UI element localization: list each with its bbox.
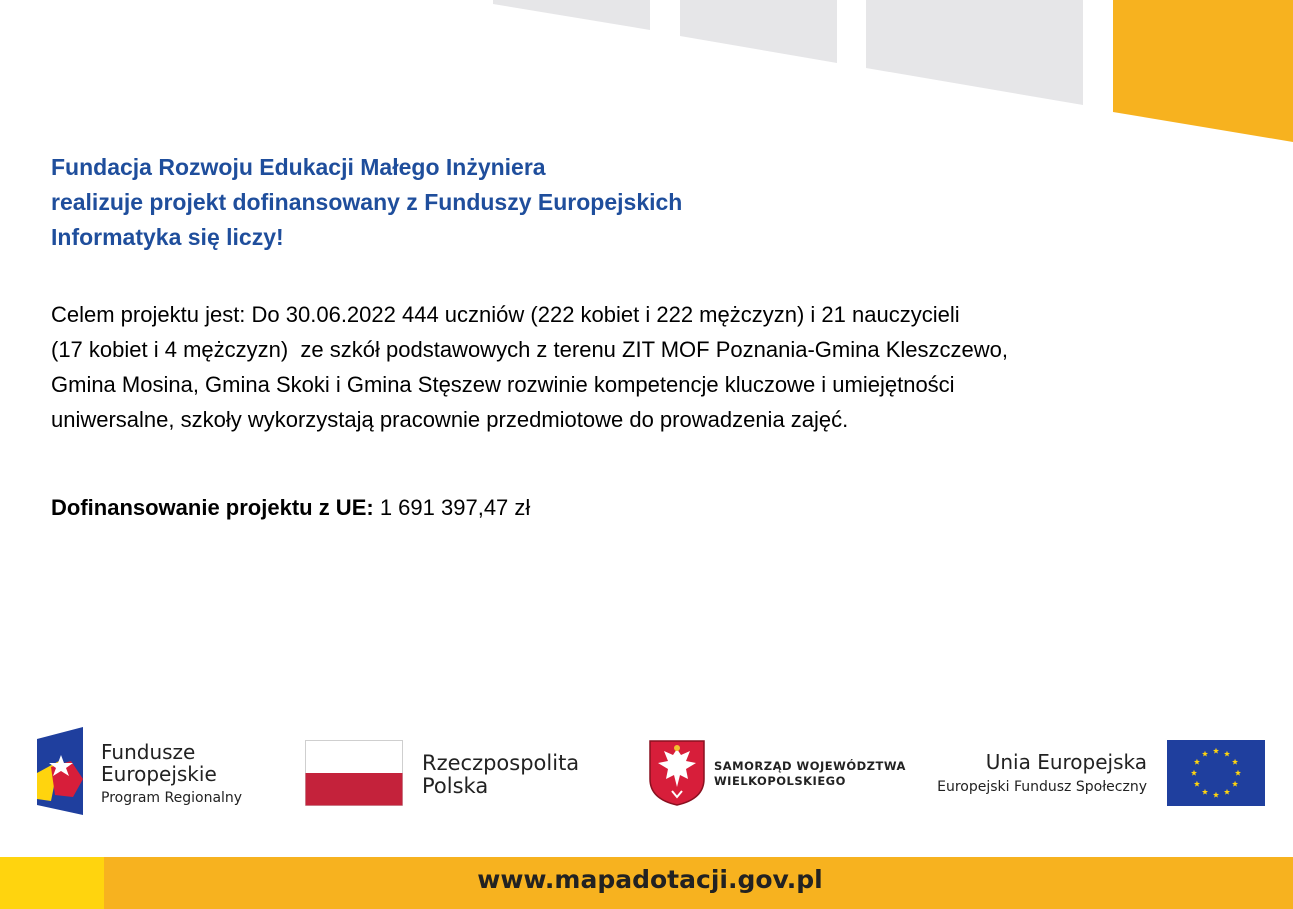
ue-logo-sub: Europejski Fundusz Społeczny	[937, 779, 1147, 795]
ue-logo-title: Unia Europejska	[985, 750, 1147, 774]
footer-url-link[interactable]: www.mapadotacji.gov.pl	[477, 865, 823, 894]
heading-line-title: Informatyka się liczy!	[51, 224, 284, 250]
heading-line-project: realizuje projekt dofinansowany z Funduszy Europejskich	[51, 189, 683, 215]
fe-logo-title	[101, 741, 217, 785]
eagle-coat-of-arms-icon	[648, 739, 706, 807]
fe-line1: Fundusze	[101, 740, 196, 764]
top-decoration	[0, 0, 1293, 150]
rp-line1: Rzeczpospolita	[422, 751, 580, 775]
sw-line2: WIELKOPOLSKIEGO	[714, 774, 846, 788]
heading-line-foundation: Fundacja Rozwoju Edukacji Małego Inżyniera	[51, 154, 546, 180]
sw-line1: SAMORZĄD WOJEWÓDZTWA	[714, 759, 906, 773]
fe-logo-sub: Program Regionalny	[101, 790, 243, 806]
sw-logo-text	[714, 759, 906, 789]
goal-line: (17 kobiet i 4 mężczyzn) ze szkół podstawowych z terenu ZIT MOF Poznania-Gmina Kleszczewo,	[51, 337, 1008, 362]
funding-amount	[51, 490, 530, 525]
logo-bar	[0, 720, 1293, 830]
footer-bar	[0, 857, 1293, 909]
goal-line: uniwersalne, szkoły wykorzystają pracownie przedmiotowe do prowadzenia zajęć.	[51, 407, 849, 432]
project-heading	[51, 150, 682, 255]
goal-line: Gmina Mosina, Gmina Skoki i Gmina Stęszew rozwinie kompetencje kluczowe i umiejętności	[51, 372, 955, 397]
polish-flag-icon	[305, 740, 403, 806]
fe-line2: Europejskie	[101, 762, 217, 786]
funding-value: 1 691 397,47 zł	[379, 495, 531, 520]
rp-logo-text	[422, 752, 579, 798]
eu-flag-icon	[1167, 740, 1265, 806]
fe-star-icon	[37, 727, 83, 815]
funding-label: Dofinansowanie projektu z UE:	[51, 495, 374, 520]
rp-line2: Polska	[422, 774, 489, 798]
project-goal-text	[51, 297, 1211, 437]
goal-line: Celem projektu jest: Do 30.06.2022 444 uczniów (222 kobiet i 222 mężczyzn) i 21 nauczycieli	[51, 302, 960, 327]
